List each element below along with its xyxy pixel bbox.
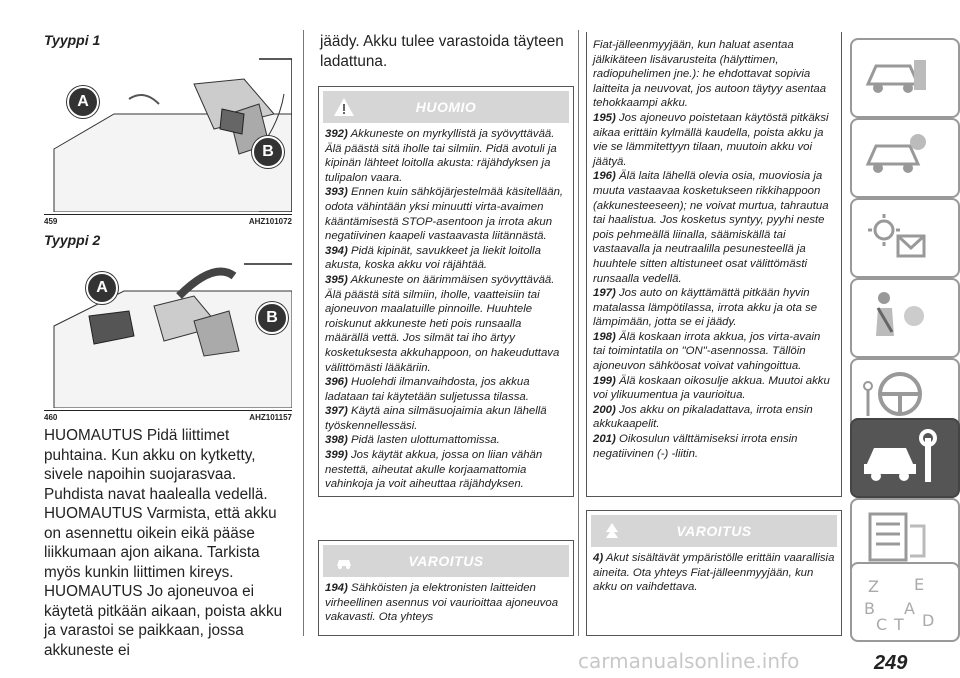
- index-letter: D: [922, 611, 935, 630]
- note-item: [593, 403, 835, 432]
- caution-box-continued: [586, 32, 842, 497]
- note-number: 393): [325, 186, 348, 199]
- index-letter: T: [894, 615, 904, 634]
- note-item: [325, 448, 567, 492]
- battery-illustration-2: [44, 256, 292, 408]
- callout-b: B: [256, 302, 288, 334]
- caution-box: [318, 540, 574, 636]
- note-text: Ennen kuin sähköjärjestelmää käsitellään, odota vähintään yksi minuutti virta-avaimen kääntämisestä STOP-asentoon ja irrota akun negatiivinen kaapeli vastaavasta liitännästä.: [325, 186, 564, 243]
- note-item: [325, 185, 567, 243]
- figure-number: 459: [44, 217, 58, 226]
- note-text: Akut sisältävät ympäristölle erittäin vaarallisia aineita. Ota yhteys Fiat-jälleenmyyjään, kun akku on vaihdettava.: [593, 552, 835, 594]
- index-letter: E: [914, 575, 925, 594]
- note-number: 397): [325, 405, 348, 418]
- note-item: [325, 581, 567, 625]
- note-text: Pidä lasten ulottumattomissa.: [350, 434, 500, 447]
- tab-car-info[interactable]: [850, 118, 960, 198]
- caution-header: [323, 545, 569, 577]
- note-number: 4): [593, 552, 604, 564]
- seatbelt-airbag-icon: [860, 286, 930, 346]
- note-item: [325, 433, 567, 448]
- note-number: 199): [593, 374, 616, 387]
- note-number: 197): [593, 287, 616, 300]
- note-text: Akkuneste on myrkyllistä ja syövyttävää. Älä päästä sitä iholle tai silmiin. Pidä avotuli ja kipinän lähteet loitolla akusta: räjähdyksen ja tulipalon vaara.: [325, 128, 557, 184]
- tab-safety[interactable]: [850, 278, 960, 358]
- page-number: 249: [874, 652, 908, 674]
- caution-continued-text: Fiat-jälleenmyyjään, kun haluat asentaa jälkikäteen lisävarusteita (hälyttimen, radiopuhelimen jne.): he ehdottavat sopivia laitteita ja neuvovat, jos autoon täytyy asentaa tehokkaampi akku.: [593, 39, 827, 110]
- index-letter: B: [864, 599, 875, 618]
- type2-heading: Tyyppi 2: [44, 232, 101, 248]
- note-item: [325, 375, 567, 404]
- car-wrench-icon: [860, 426, 950, 492]
- figure-code: AHZ101157: [249, 413, 292, 422]
- figure-number: 460: [44, 413, 58, 422]
- warning-lights-icon: [860, 206, 930, 266]
- note-text: Pidä kipinät, savukkeet ja liekit loitolla akusta, koska akku voi räjähtää.: [325, 244, 541, 272]
- note-item: [593, 330, 835, 374]
- figure-460: [44, 256, 292, 408]
- note-number: 196): [593, 170, 616, 183]
- body-text: HUOMAUTUS Pidä liittimet puhtaina. Kun akku on kytketty, sivele napoihin suojarasvaa. Puhdista navat haalealla vedellä. HUOMAUTUS Varmista, että akku on asennettu oikein eikä pääse liikkumaan ajon aikana. Tarkista myös kunkin liittimen kireys. HUOMAUTUS Jo ajoneuvoa ei käytetä pitkään aikaan, poista akku ja varastoi se paikkaan, jossa akkuneste ei: [44, 427, 283, 659]
- tab-maintenance[interactable]: [850, 418, 960, 498]
- tab-warning-lights[interactable]: [850, 198, 960, 278]
- caution-title: VAROITUS: [408, 553, 484, 569]
- steering-wheel-icon: [860, 366, 930, 426]
- callout-a: A: [67, 86, 99, 118]
- note-text: Jos auto on käyttämättä pitkään hyvin matalassa lämpötilassa, irrota akku ja ota se lämpimään, jotta se ei jäädy.: [593, 287, 818, 329]
- note-text: Käytä aina silmäsuojaimia akun lähellä työskennellessäsi.: [325, 405, 547, 432]
- note-text: Jos käytät akkua, jossa on liian vähän nestettä, aiheutat akulle korjaamattomia vahinkoja ja voit aiheuttaa räjähdyksen.: [325, 449, 543, 491]
- note-text: Älä koskaan oikosulje akkua. Muutoi akku voi ylikuumentua ja vaurioitua.: [593, 374, 830, 402]
- battery-illustration-1: [44, 54, 292, 212]
- warning-list: [319, 127, 573, 496]
- tab-car-dashboard[interactable]: [850, 38, 960, 118]
- note-text: Huolehdi ilmanvaihdosta, jos akkua ladataan tai käytetään suljetussa tilassa.: [325, 376, 530, 403]
- note-number: 198): [593, 330, 616, 343]
- type1-heading: Tyyppi 1: [44, 32, 101, 48]
- figure-459: [44, 54, 292, 212]
- note-item: [593, 111, 835, 169]
- tab-index[interactable]: [850, 562, 960, 642]
- column-divider: [303, 30, 304, 636]
- tree-icon: [601, 520, 623, 542]
- car-info-icon: [860, 126, 930, 186]
- environment-list: [587, 551, 841, 599]
- note-number: 194): [325, 582, 348, 594]
- environment-box: [586, 510, 842, 636]
- note-text: Akkuneste on äärimmäisen syövyttävää. Älä päästä sitä silmiin, iholle, vaatteisiin tai ajoneuvon maalatuille pinnoille. Huuhtele roiskunut akkuneste heti pois runsaalla määrällä vettä. Jos silmät tai iho ärtyy kosketuksesta akkuhappoon, on hakeuduttava välittömästi lääkäriin.: [325, 273, 560, 374]
- intro-text: jäädy. Akku tulee varastoida täyteen ladattuna.: [320, 33, 564, 70]
- note-number: 195): [593, 111, 616, 124]
- note-item: [325, 273, 567, 375]
- callout-b: B: [252, 136, 284, 168]
- caution-list: [319, 581, 573, 629]
- warning-title: HUOMIO: [415, 99, 477, 115]
- environment-header: [591, 515, 837, 547]
- note-text: Sähköisten ja elektronisten laitteiden virheellinen asennus voi vaurioittaa ajoneuvoa vakavasti. Ota yhteys: [325, 582, 559, 624]
- index-letter: Z: [868, 577, 879, 596]
- environment-title: VAROITUS: [676, 523, 752, 539]
- note-item: [593, 286, 835, 330]
- car-caution-icon: [333, 550, 355, 572]
- note-text: Älä koskaan irrota akkua, jos virta-avain tai toimintatila on "ON"-asennossa. Tällöin ajoneuvon sähköosat voivat vahingoittua.: [593, 330, 821, 373]
- note-text: Älä laita lähellä olevia osia, muoviosia ja muuta vastaavaa kosketukseen rikkihappoon (akkunesteeseen); ne voivat murtua, tahrautua tai haalistua. Jos kosketus syntyy, pyyhi neste pois pehmeällä liinalla, säämiskällä tai vastaavalla ja neutraalilla pesunesteellä ja huuhtele sitten altistuneet osat välittömästi runsaalla vedellä.: [593, 170, 829, 285]
- note-item: [593, 551, 835, 595]
- note-number: 394): [325, 244, 348, 257]
- warning-triangle-icon: [333, 96, 355, 118]
- note-text: Jos akku on pikaladattava, irrota ensin akkukaapelit.: [593, 403, 813, 431]
- callout-a: A: [86, 272, 118, 304]
- car-dashboard-icon: [860, 46, 930, 106]
- warning-box: [318, 86, 574, 497]
- warning-header: [323, 91, 569, 123]
- index-letter: A: [904, 599, 915, 618]
- note-item: [325, 404, 567, 433]
- figure-caption-460: [44, 410, 292, 422]
- note-item: [593, 374, 835, 403]
- column-divider: [578, 30, 579, 636]
- note-number: 396): [325, 376, 348, 389]
- watermark: carmanualsonline.info: [578, 649, 800, 673]
- caution-items: [593, 111, 835, 461]
- note-item: [325, 244, 567, 273]
- note-item: [593, 432, 835, 461]
- note-item: [593, 169, 835, 286]
- note-number: 395): [325, 273, 348, 286]
- technical-list-icon: [860, 506, 930, 566]
- figure-caption-459: [44, 214, 292, 226]
- alphabet-index-icon: [860, 570, 950, 636]
- note-item: [325, 127, 567, 185]
- caution-continued-list: [587, 32, 841, 465]
- note-text: Jos ajoneuvo poistetaan käytöstä pitkäksi aikaa erittäin kylmällä kaudella, poista akku ja vie se lämmitettyyn tilaan, muutoin akku voi jäätyä.: [593, 111, 829, 168]
- figure-code: AHZ101072: [248, 217, 292, 226]
- index-letter: C: [876, 615, 888, 634]
- note-number: 399): [325, 449, 348, 462]
- note-number: 392): [325, 128, 348, 140]
- note-number: 201): [593, 433, 616, 446]
- note-number: 398): [325, 434, 348, 447]
- note-number: 200): [593, 403, 616, 416]
- note-text: Oikosulun välttämiseksi irrota ensin negatiivinen (-) -liitin.: [593, 433, 798, 460]
